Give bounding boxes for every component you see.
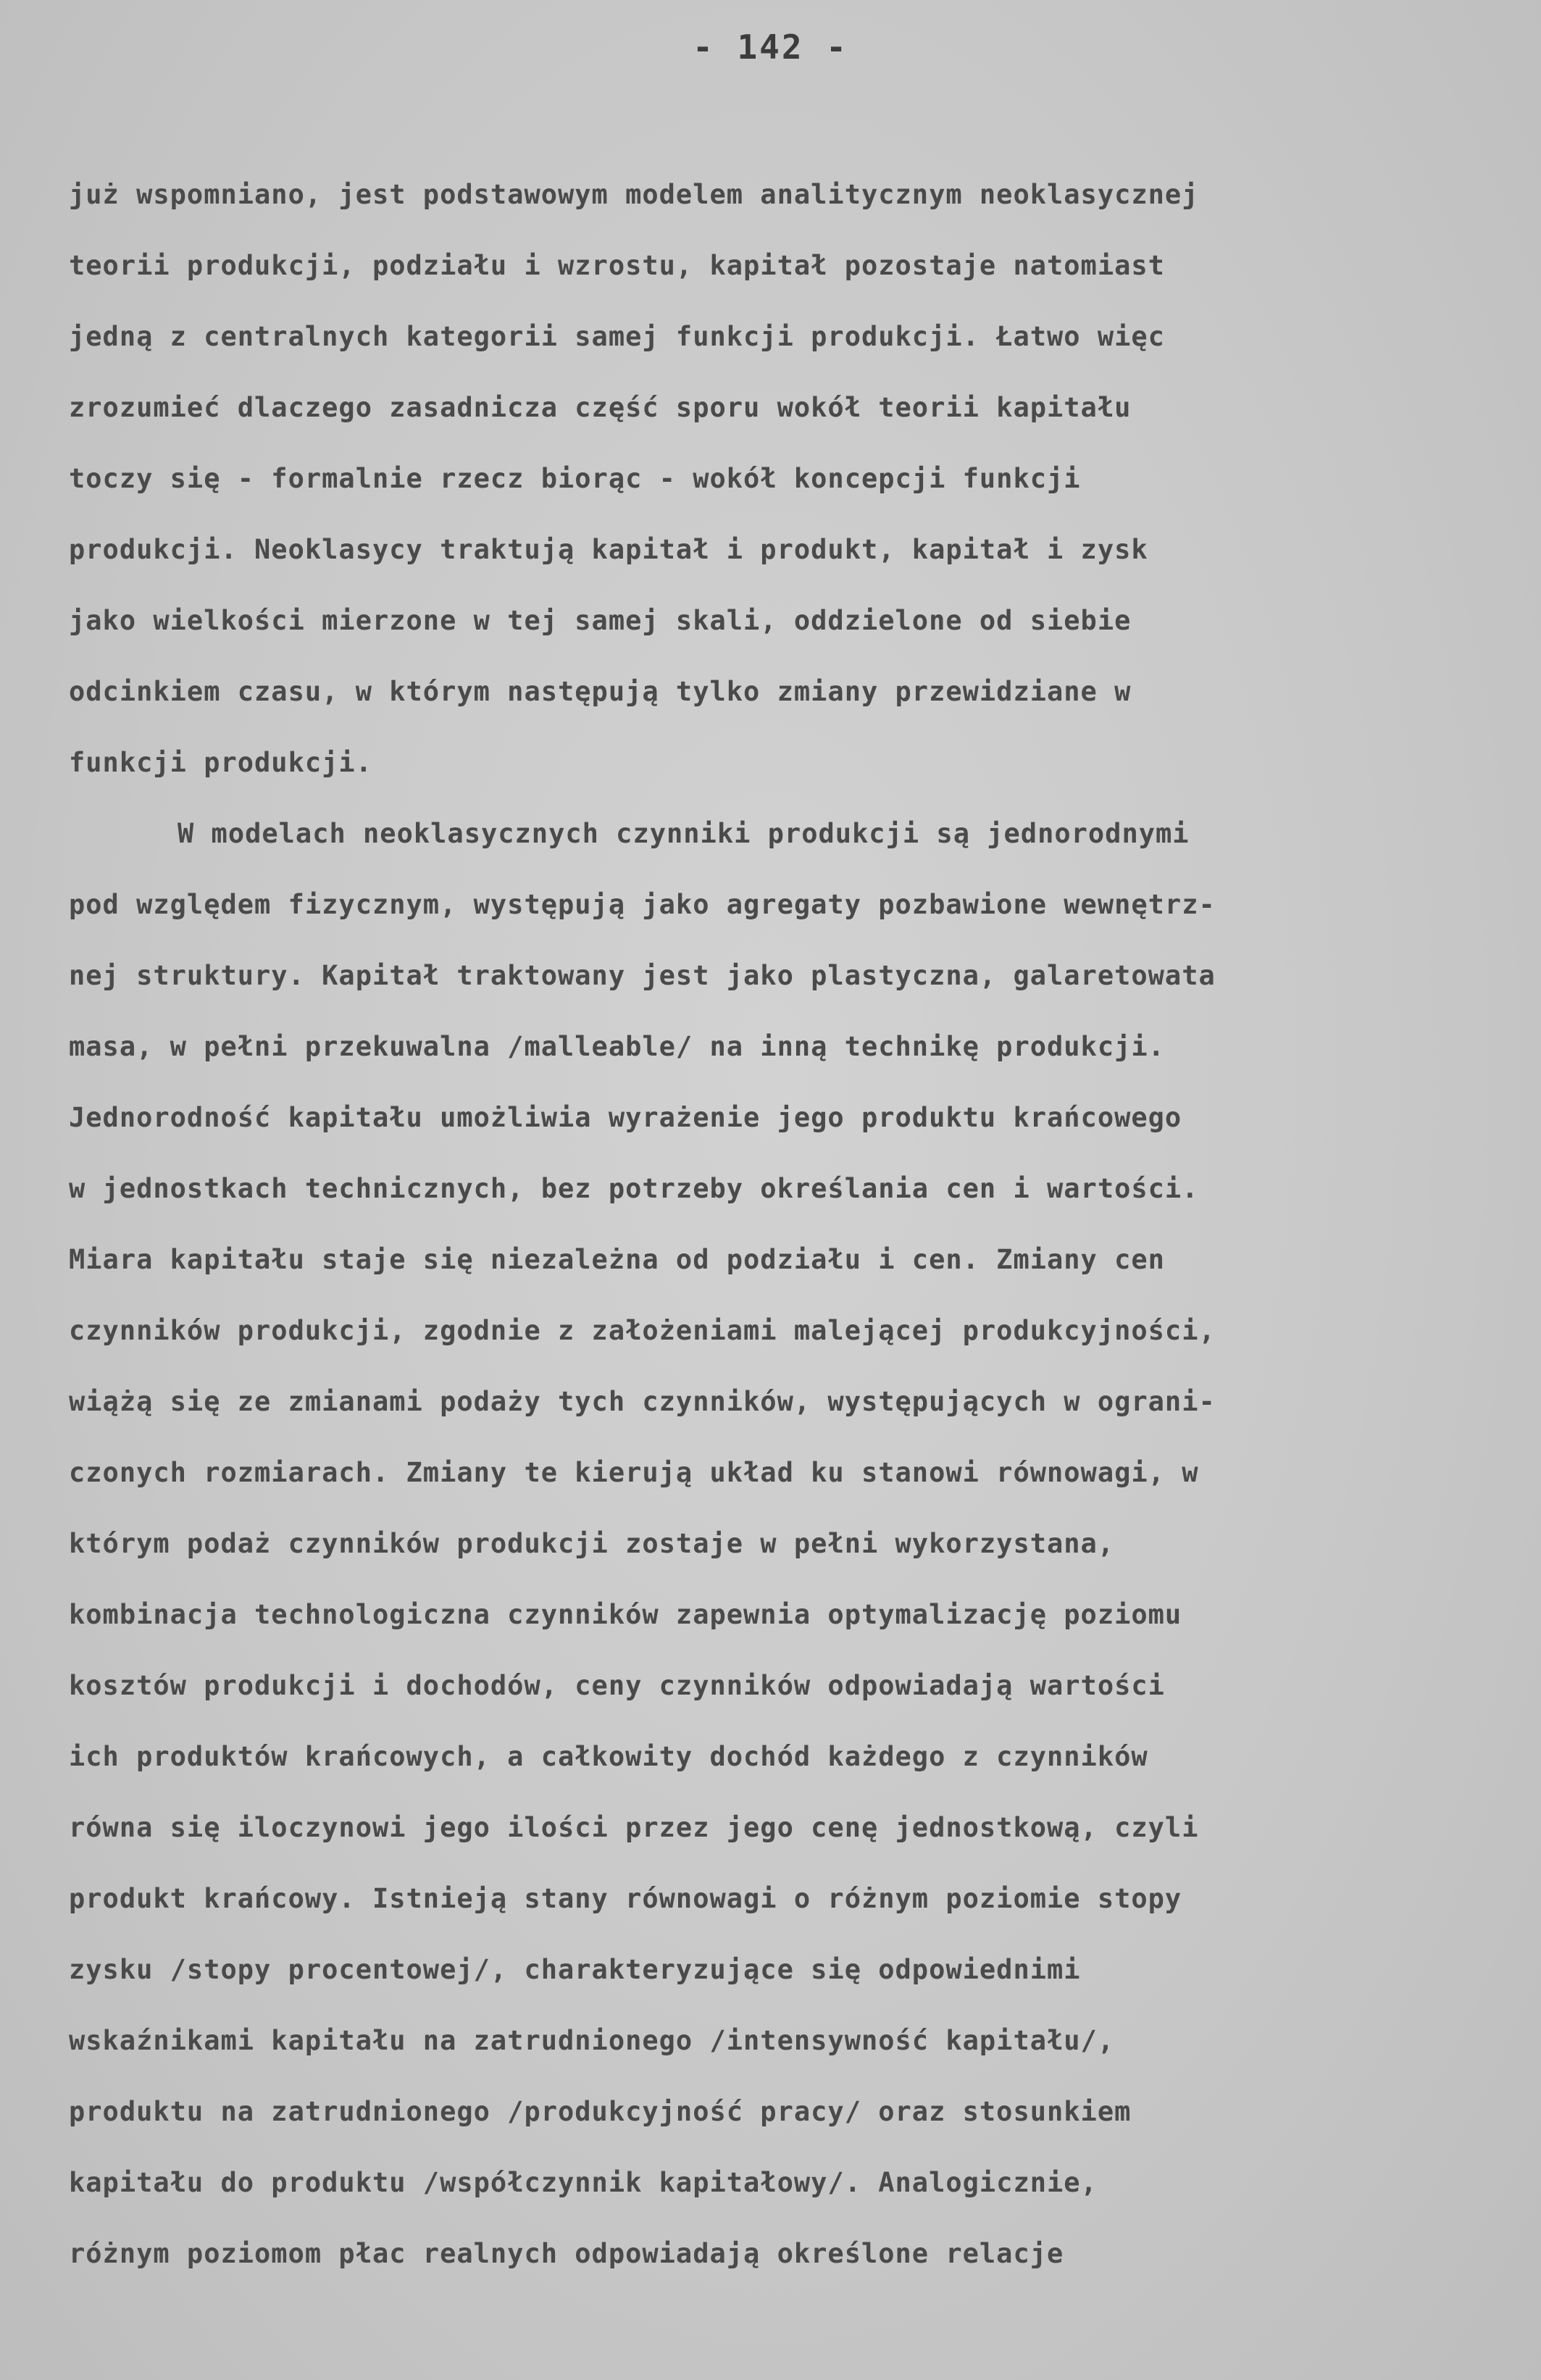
text-line: Miara kapitału staje się niezależna od podziału i cen. Zmiany cen [69,1244,1165,1275]
text-line: równa się iloczynowi jego ilości przez jego cenę jednostkową, czyli [69,1812,1199,1843]
text-line: odcinkiem czasu, w którym następują tylko zmiany przewidziane w [69,676,1132,707]
page-number: - 142 - [693,28,848,67]
text-line: w jednostkach technicznych, bez potrzeby określania cen i wartości. [69,1173,1199,1204]
text-line: nej struktury. Kapitał traktowany jest jako plastyczna, galaretowata [69,960,1216,991]
text-line: różnym poziomom płac realnych odpowiadają określone relacje [69,2238,1064,2269]
text-line: funkcji produkcji. [69,747,372,778]
text-line: kombinacja technologiczna czynników zapewnia optymalizację poziomu [69,1599,1182,1630]
text-line: zrozumieć dlaczego zasadnicza część sporu wokół teorii kapitału [69,392,1132,423]
text-line: wskaźnikami kapitału na zatrudnionego /intensywność kapitału/, [69,2025,1115,2056]
paragraph-1 [69,159,1518,798]
text-line: ich produktów krańcowych, a całkowity dochód każdego z czynników [69,1741,1148,1772]
text-line: zysku /stopy procentowej/, charakteryzujące się odpowiednimi [69,1954,1081,1985]
text-line: toczy się - formalnie rzecz biorąc - wokół koncepcji funkcji [69,463,1081,494]
text-line: masa, w pełni przekuwalna /malleable/ na inną technikę produkcji. [69,1031,1165,1062]
text-line: czonych rozmiarach. Zmiany te kierują układ ku stanowi równowagi, w [69,1457,1199,1488]
body-text [69,159,1518,2289]
text-line: teorii produkcji, podziału i wzrostu, kapitał pozostaje natomiast [69,250,1165,281]
text-line: produkt krańcowy. Istnieją stany równowagi o różnym poziomie stopy [69,1883,1182,1914]
text-line: produkcji. Neoklasycy traktują kapitał i produkt, kapitał i zysk [69,534,1148,565]
text-line: Jednorodność kapitału umożliwia wyrażenie jego produktu krańcowego [69,1102,1182,1133]
text-line: produktu na zatrudnionego /produkcyjność pracy/ oraz stosunkiem [69,2096,1132,2127]
text-line: pod względem fizycznym, występują jako agregaty pozbawione wewnętrz- [69,889,1216,920]
text-line: kosztów produkcji i dochodów, ceny czynników odpowiadają wartości [69,1670,1165,1701]
text-line: czynników produkcji, zgodnie z założeniami malejącej produkcyjności, [69,1315,1216,1346]
text-line: jedną z centralnych kategorii samej funkcji produkcji. Łatwo więc [69,321,1165,352]
text-line: W modelach neoklasycznych czynniki produkcji są jednorodnymi [178,818,1190,849]
text-line: już wspomniano, jest podstawowym modelem analitycznym neoklasycznej [69,179,1199,210]
text-line: jako wielkości mierzone w tej samej skali, oddzielone od siebie [69,605,1132,636]
text-line: wiążą się ze zmianami podaży tych czynników, występujących w ograni- [69,1386,1216,1417]
text-line: którym podaż czynników produkcji zostaje w pełni wykorzystana, [69,1528,1115,1559]
paragraph-2 [69,798,1518,2289]
text-line: kapitału do produktu /współczynnik kapitałowy/. Analogicznie, [69,2167,1098,2198]
